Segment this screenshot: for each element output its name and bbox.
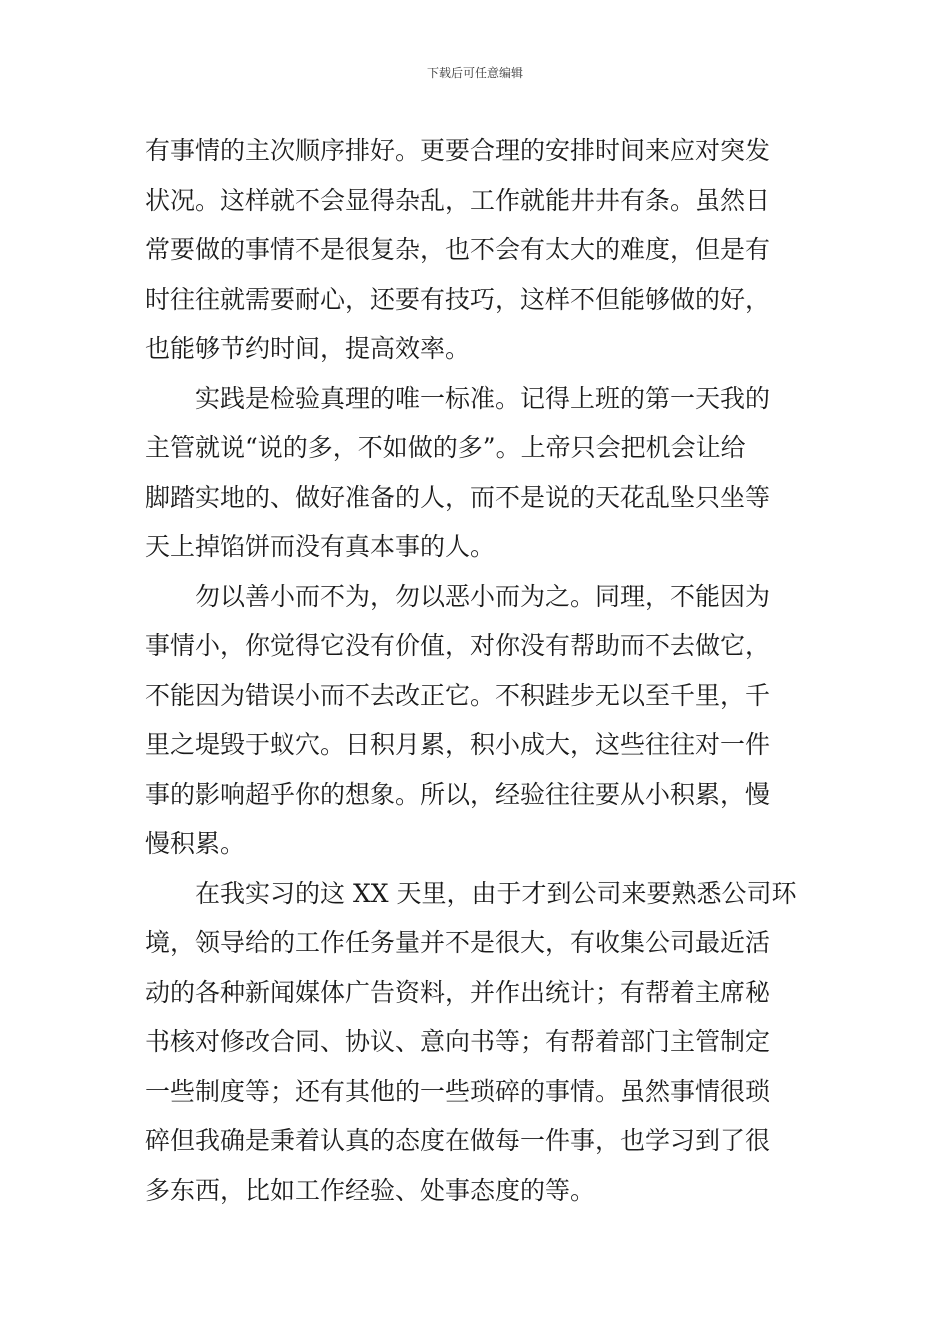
text-line: 多东西，比如工作经验、处事态度的等。 (145, 1175, 596, 1205)
text-line: 不能因为错误小而不去改正它。不积跬步无以至千里，千 (145, 680, 771, 710)
text-line: 勿以善小而不为，勿以恶小而为之。同理，不能因为 (195, 581, 771, 611)
text-line: 事情小，你觉得它没有价值，对你没有帮助而不去做它， (145, 631, 771, 660)
text-line: 一些制度等；还有其他的一些琐碎的事情。虽然事情很琐 (145, 1076, 771, 1106)
text-line: 碎但我确是秉着认真的态度在做每一件事，也学习到了很 (145, 1126, 771, 1155)
text-line: 慢积累。 (145, 829, 246, 858)
paragraph (145, 374, 807, 572)
text-line: 事的影响超乎你的想象。所以，经验往往要从小积累，慢 (145, 779, 771, 809)
text-line: 状况。这样就不会显得杂乱，工作就能井井有条。虽然日 (145, 185, 771, 215)
page-header-note: 下载后可任意编辑 (426, 66, 523, 80)
paragraph (145, 126, 807, 374)
paragraph (145, 572, 807, 869)
text-line: 时往往就需要耐心，还要有技巧，这样不但能够做的好， (145, 284, 771, 314)
paragraph (145, 869, 807, 1216)
text-line: 境，领导给的工作任务量并不是很大，有收集公司最近活 (145, 928, 771, 957)
text-line: 书核对修改合同、协议、意向书等；有帮着部门主管制定 (145, 1027, 771, 1056)
text-line: 脚踏实地的、做好准备的人，而不是说的天花乱坠只坐等 (145, 482, 771, 512)
text-line: 有事情的主次顺序排好。更要合理的安排时间来应对突发 (145, 136, 771, 165)
text-line: 动的各种新闻媒体广告资料，并作出统计；有帮着主席秘 (145, 977, 771, 1007)
text-line: 天上掉馅饼而没有真本事的人。 (145, 532, 496, 561)
text-line: 也能够节约时间，提高效率。 (145, 334, 471, 363)
document-body (145, 126, 807, 1215)
text-line: 主管就说“说的多，不如做的多”。上帝只会把机会让给 (145, 433, 746, 462)
text-line: 实践是检验真理的唯一标准。记得上班的第一天我的 (195, 383, 771, 413)
text-line: 在我实习的这 XX 天里，由于才到公司来要熟悉公司环 (195, 878, 797, 908)
text-line: 里之堤毁于蚁穴。日积月累，积小成大，这些往往对一件 (145, 730, 771, 759)
text-line: 常要做的事情不是很复杂，也不会有太大的难度，但是有 (145, 235, 771, 264)
